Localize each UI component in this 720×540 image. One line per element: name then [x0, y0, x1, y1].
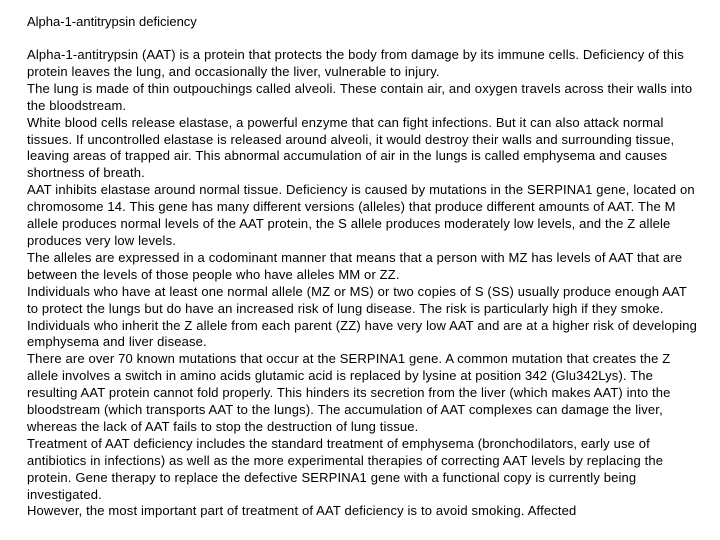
paragraph-elastase: White blood cells release elastase, a powerful enzyme that can fight infections. But it can also attack normal tissues. If uncontrolled elastase is released around alveoli, it would destroy their walls and surrounding tissue, leaving areas of trapped air. This abnormal accumulation of air in the lungs is called emphysema and causes shortness of breath. — [27, 114, 675, 181]
paragraph-treatment: Treatment of AAT deficiency includes the standard treatment of emphysema (bronchodilators, early use of antibiotics in infections) as well as the more experimental therapies of correcting AAT levels by replacing the protein. Gene therapy to replace the defective SERPINA1 gene with a functional copy is currently being investigated. — [27, 435, 664, 502]
document-body — [27, 47, 697, 520]
document — [27, 13, 697, 520]
paragraph-mutations: There are over 70 known mutations that occur at the SERPINA1 gene. A common mutation that creates the Z allele involves a switch in amino acids glutamic acid is replaced by lysine at position 342 (Glu342Lys). The resulting AAT protein cannot fold properly. This hinders its secretion from the liver (which makes AAT) into the bloodstream (which transports AAT to the lungs). The accumulation of AAT complexes can damage the liver, whereas the lack of AAT fails to stop the destruction of lung tissue. — [27, 351, 671, 434]
paragraph-aat-definition: Alpha-1-antitrypsin (AAT) is a protein that protects the body from damage by its immune cells. Deficiency of this protein leaves the lung, and occasionally the liver, vulnerable to injury. — [27, 47, 684, 79]
paragraph-risk: Individuals who have at least one normal allele (MZ or MS) or two copies of S (SS) usually produce enough AAT to protect the lungs but do have an increased risk of lung disease. The risk is particularly high if they smoke. Individuals who inherit the Z allele from each parent (ZZ) have very low AAT and are at a higher risk of developing emphysema and liver disease. — [27, 283, 697, 350]
paragraph-smoking: However, the most important part of treatment of AAT deficiency is to avoid smoking. Affected — [27, 503, 577, 519]
document-title: Alpha-1-antitrypsin deficiency — [27, 14, 197, 29]
paragraph-codominant: The alleles are expressed in a codominant manner that means that a person with MZ has levels of AAT that are between the levels of those people who have alleles MM or ZZ. — [27, 249, 683, 282]
paragraph-lung-alveoli: The lung is made of thin outpouchings called alveoli. These contain air, and oxygen travels across their walls into the bloodstream. — [27, 80, 693, 113]
paragraph-serpina1-alleles: AAT inhibits elastase around normal tissue. Deficiency is caused by mutations in the SERPINA1 gene, located on chromosome 14. This gene has many different versions (alleles) that produce different amounts of AAT. The M allele produces normal levels of the AAT protein, the S allele produces moderately low levels, and the Z allele produces very low levels. — [27, 182, 695, 248]
